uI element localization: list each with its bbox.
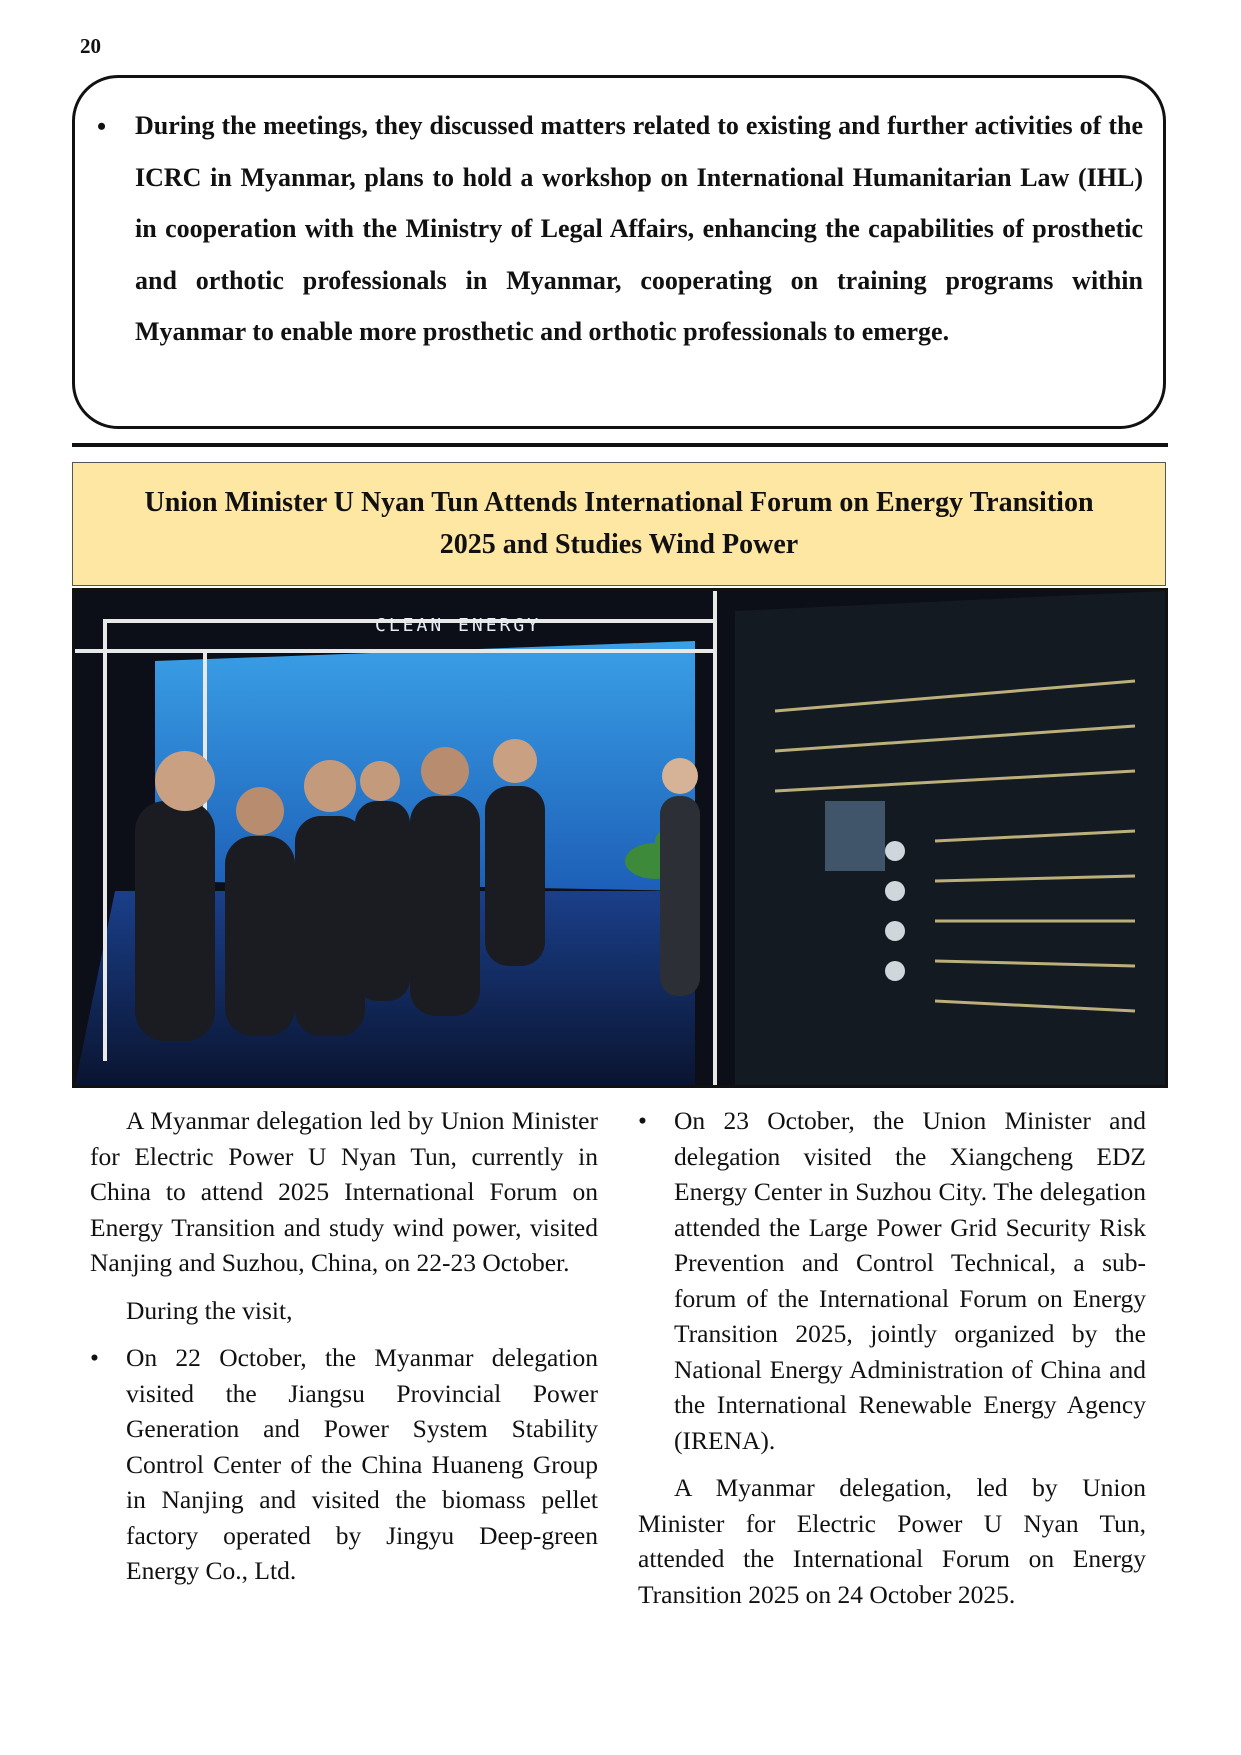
article-column-right [638,1103,1146,1612]
bullet-item-22-october [90,1340,598,1589]
page-number: 20 [80,34,101,58]
photo-signage: CLEAN ENERGY [375,615,542,636]
bullet-item-23-october [638,1103,1146,1458]
bullet-icon: • [638,1106,647,1135]
summary-box [72,75,1166,429]
bullet-icon: • [90,1343,99,1372]
section-divider [72,443,1168,447]
headline-line-2: 2025 and Studies Wind Power [439,529,799,560]
during-visit-paragraph: During the visit, [126,1295,293,1325]
bullet-icon: • [97,112,107,141]
article-headline [144,482,1093,566]
summary-bullet-text: During the meetings, they discussed matters related to existing and further activities of the ICRC in Myanmar, plans to hold a workshop on International Humanitarian Law (IHL) in cooperation with the Ministry of Legal Affairs, enhancing the capabilities of prosthetic and orthotic professionals in Myanmar, cooperating on training programs within Myanmar to enable more prosthetic and orthotic professionals to emerge. [135,111,1143,346]
article-photo [72,588,1168,1088]
intro-paragraph: A Myanmar delegation led by Union Minister for Electric Power U Nyan Tun, currently in China to attend 2025 International Forum on Energy Transition and study wind power, visited Nanjing and Suzhou, China, on 22-23 October. [90,1106,598,1277]
headline-line-1: Union Minister U Nyan Tun Attends International Forum on Energy Transition [144,487,1094,518]
bullet-text: On 23 October, the Union Minister and delegation visited the Xiangcheng EDZ Energy Center in Suzhou City. The delegation attended the Large Power Grid Security Risk Prevention and Control Technical, a sub-forum of the International Forum on Energy Transition 2025, jointly organized by the National Energy Administration of China and the International Renewable Energy Agency (IRENA). [674,1106,1146,1455]
article-column-left [90,1103,598,1589]
bullet-text: On 22 October, the Myanmar delegation visited the Jiangsu Provincial Power Generation and Power System Stability Control Center of the China Huaneng Group in Nanjing and visited the biomass pellet factory operated by Jingyu Deep-green Energy Co., Ltd. [126,1343,598,1585]
headline-banner [72,462,1166,586]
closing-paragraph: A Myanmar delegation, led by Union Minister for Electric Power U Nyan Tun, attended the International Forum on Energy Transition 2025 on 24 October 2025. [638,1473,1146,1609]
